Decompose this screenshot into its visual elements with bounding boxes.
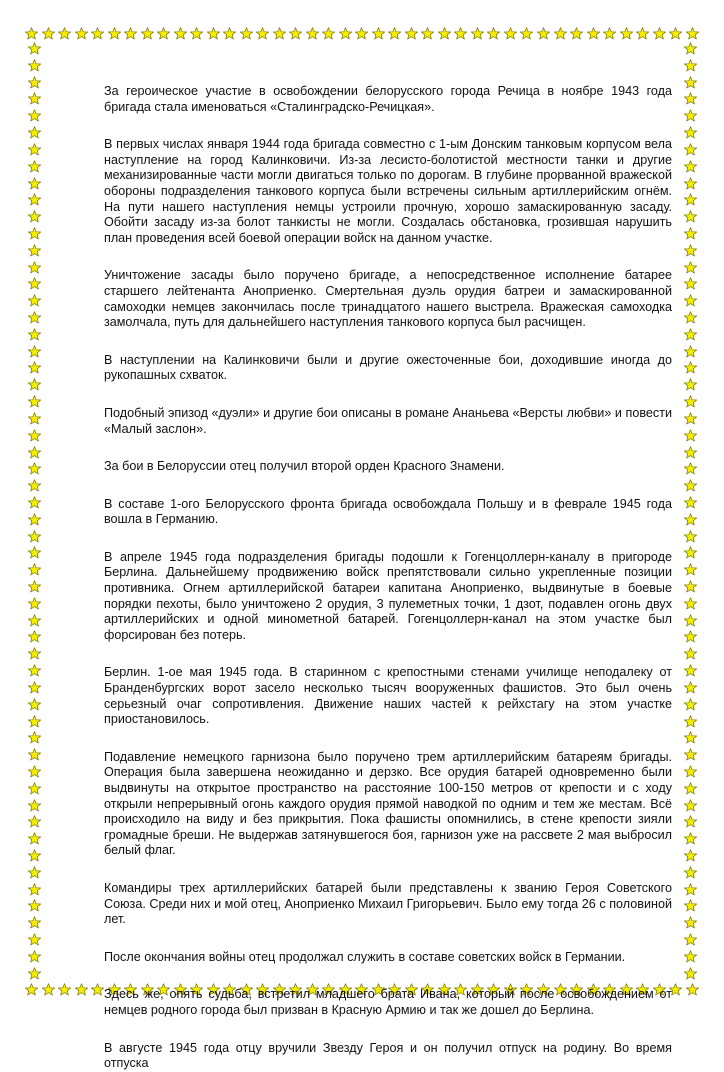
star-icon xyxy=(684,378,697,391)
star-icon xyxy=(28,715,41,728)
star-icon xyxy=(684,261,697,274)
star-border-right xyxy=(681,42,699,980)
star-icon xyxy=(684,193,697,206)
star-icon xyxy=(684,765,697,778)
star-icon xyxy=(620,27,633,40)
star-icon xyxy=(28,748,41,761)
star-icon xyxy=(124,27,137,40)
star-icon xyxy=(322,27,335,40)
star-icon xyxy=(28,681,41,694)
star-icon xyxy=(28,916,41,929)
star-icon xyxy=(28,530,41,543)
star-icon xyxy=(684,883,697,896)
star-icon xyxy=(28,597,41,610)
star-icon xyxy=(684,244,697,257)
star-icon xyxy=(684,210,697,223)
paragraph: Берлин. 1-ое мая 1945 года. В старинном с крепостными стенами училище неподалеку от Бранденбургских ворот засело несколько тысяч вооруженных фашистов. Это был очень серьезный очаг сопротивления. Движение наших частей к рейхстагу на этом участке приостановилось. xyxy=(104,665,672,727)
paragraph: В августе 1945 года отцу вручили Звезду Героя и он получил отпуск на родину. Во время отпуска xyxy=(104,1040,672,1071)
star-icon xyxy=(636,27,649,40)
star-icon xyxy=(28,446,41,459)
star-icon xyxy=(174,27,187,40)
paragraph: В составе 1-ого Белорусского фронта бригада освобождала Польшу и в феврале 1945 года вошла в Германию. xyxy=(104,496,672,527)
star-icon xyxy=(684,916,697,929)
star-icon xyxy=(28,866,41,879)
star-icon xyxy=(684,92,697,105)
star-icon xyxy=(28,311,41,324)
star-icon xyxy=(537,27,550,40)
star-icon xyxy=(28,429,41,442)
star-icon xyxy=(42,983,55,996)
star-icon xyxy=(75,27,88,40)
star-icon xyxy=(28,849,41,862)
star-icon xyxy=(684,614,697,627)
star-icon xyxy=(28,462,41,475)
star-icon xyxy=(684,815,697,828)
star-icon xyxy=(504,27,517,40)
star-icon xyxy=(28,294,41,307)
star-icon xyxy=(684,42,697,55)
star-icon xyxy=(684,345,697,358)
star-icon xyxy=(684,748,697,761)
star-icon xyxy=(28,563,41,576)
star-icon xyxy=(28,210,41,223)
paragraph: В первых числах января 1944 года бригада совместно с 1-ым Донским танковым корпусом вела наступление на город Калинковичи. Из-за лесисто-болотистой местности танки и другие механизированные части могли двигаться только по дорогам. В глубине прорванной вражеской обороны подразделения танкового корпуса были встречены сильным артиллерийским огнём. На пути нашего наступления немцы устроили прочную, хорошо замаскированную засаду. Обойти засаду из-за болот танкисты не могли. Создалась обстановка, грозившая нарушить план проведения всей боевой операции войск на данном участке. xyxy=(104,137,672,245)
star-icon xyxy=(372,27,385,40)
star-icon xyxy=(28,143,41,156)
star-icon xyxy=(355,27,368,40)
star-icon xyxy=(684,227,697,240)
star-icon xyxy=(42,27,55,40)
star-icon xyxy=(471,27,484,40)
star-icon xyxy=(684,799,697,812)
star-icon xyxy=(28,899,41,912)
document-body xyxy=(104,84,672,1072)
star-icon xyxy=(28,42,41,55)
star-icon xyxy=(570,27,583,40)
star-icon xyxy=(28,345,41,358)
star-icon xyxy=(669,27,682,40)
star-icon xyxy=(141,27,154,40)
paragraph: За героическое участие в освобождении белорусского города Речица в ноябре 1943 года бригада стала именоваться «Сталинградско-Речицкая». xyxy=(104,84,672,114)
star-icon xyxy=(28,479,41,492)
star-icon xyxy=(91,27,104,40)
star-icon xyxy=(28,513,41,526)
star-icon xyxy=(91,983,104,996)
star-icon xyxy=(28,244,41,257)
paragraph: Подобный эпизод «дуэли» и другие бои описаны в романе Ананьева «Версты любви» и повести «Малый заслон». xyxy=(104,405,672,436)
star-icon xyxy=(28,261,41,274)
star-icon xyxy=(339,27,352,40)
star-icon xyxy=(684,715,697,728)
star-icon xyxy=(684,462,697,475)
star-icon xyxy=(58,983,71,996)
star-icon xyxy=(587,27,600,40)
star-icon xyxy=(108,27,121,40)
star-icon xyxy=(684,899,697,912)
star-icon xyxy=(28,227,41,240)
star-icon xyxy=(240,27,253,40)
star-icon xyxy=(289,27,302,40)
star-icon xyxy=(28,277,41,290)
star-icon xyxy=(190,27,203,40)
star-icon xyxy=(684,832,697,845)
star-icon xyxy=(28,832,41,845)
star-icon xyxy=(684,311,697,324)
star-icon xyxy=(684,866,697,879)
star-icon xyxy=(684,109,697,122)
star-icon xyxy=(28,109,41,122)
star-icon xyxy=(684,731,697,744)
star-icon xyxy=(684,126,697,139)
star-icon xyxy=(684,513,697,526)
star-icon xyxy=(28,647,41,660)
paragraph: Командиры трех артиллерийских батарей были представлены к званию Героя Советского Союза. Среди них и мой отец, Аноприенко Михаил Григорьевич. Было ему тогда 26 с половиной лет. xyxy=(104,880,672,927)
star-icon xyxy=(28,765,41,778)
star-icon xyxy=(28,933,41,946)
star-icon xyxy=(686,27,699,40)
star-icon xyxy=(421,27,434,40)
star-icon xyxy=(28,412,41,425)
star-icon xyxy=(58,27,71,40)
paragraph: Уничтожение засады было поручено бригаде, а непосредственное исполнение батарее старшего лейтенанта Аноприенко. Смертельная дуэль орудия батреи и замаскированной самоходки немцев закончилась после тринадцатого нашего выстрела. Вражеская самоходка замолчала, путь для дальнейшего наступления танкового корпуса был расчищен. xyxy=(104,268,672,330)
star-border-left xyxy=(25,42,43,980)
star-icon xyxy=(28,76,41,89)
star-icon xyxy=(684,698,697,711)
star-icon xyxy=(684,496,697,509)
star-icon xyxy=(684,446,697,459)
star-icon xyxy=(684,950,697,963)
paragraph: За бои в Белоруссии отец получил второй орден Красного Знамени. xyxy=(104,459,505,474)
star-icon xyxy=(28,59,41,72)
star-icon xyxy=(28,395,41,408)
star-icon xyxy=(438,27,451,40)
star-icon xyxy=(28,950,41,963)
star-icon xyxy=(684,630,697,643)
star-icon xyxy=(684,849,697,862)
star-border-top xyxy=(25,24,699,42)
star-icon xyxy=(684,647,697,660)
star-icon xyxy=(684,395,697,408)
star-icon xyxy=(684,177,697,190)
star-icon xyxy=(28,361,41,374)
paragraph: После окончания войны отец продолжал служить в составе советских войск в Германии. xyxy=(104,949,626,964)
star-icon xyxy=(388,27,401,40)
star-icon xyxy=(28,630,41,643)
star-icon xyxy=(684,967,697,980)
star-icon xyxy=(686,983,699,996)
star-icon xyxy=(603,27,616,40)
star-icon xyxy=(684,277,697,290)
star-icon xyxy=(256,27,269,40)
star-icon xyxy=(684,328,697,341)
paragraph: Здесь же, опять судьба, встретил младшего брата Ивана, который после освобождением от немцев родного города был призван в Красную Армию и так же дошел до Берлина. xyxy=(104,987,672,1017)
star-icon xyxy=(684,782,697,795)
star-icon xyxy=(28,193,41,206)
star-icon xyxy=(28,160,41,173)
star-icon xyxy=(653,27,666,40)
star-icon xyxy=(684,933,697,946)
star-icon xyxy=(28,496,41,509)
star-icon xyxy=(28,546,41,559)
star-icon xyxy=(28,177,41,190)
star-icon xyxy=(454,27,467,40)
star-icon xyxy=(28,614,41,627)
star-icon xyxy=(487,27,500,40)
star-icon xyxy=(684,563,697,576)
star-icon xyxy=(28,731,41,744)
star-icon xyxy=(684,664,697,677)
star-icon xyxy=(28,782,41,795)
star-icon xyxy=(306,27,319,40)
star-icon xyxy=(28,328,41,341)
star-icon xyxy=(684,76,697,89)
star-icon xyxy=(223,27,236,40)
star-icon xyxy=(157,27,170,40)
paragraph: В апреле 1945 года подразделения бригады подошли к Гогенцоллерн-каналу в пригороде Берлина. Дальнейшему продвижению войск препятствовали сильно укрепленные позиции противника. Огнем артиллерийской батареи капитана Аноприенко, выдвинутые в боевые порядки пехоты, было уничтожено 2 орудия, 3 пулеметных точки, 1 дзот, подавлен огонь двух артиллерийских и одной минометной батарей. Гогенцоллерн-канал на этом участке был форсирован без потерь. xyxy=(104,549,672,642)
star-icon xyxy=(28,92,41,105)
paragraph: Подавление немецкого гарнизона было поручено трем артиллерийским батареям бригады. Операция была завершена неожиданно и дерзко. Все орудия батарей одновременно были выдвинуты на открытое пространство на расстояние 100-150 метров от крепости и с ходу открыли непрерывный огонь каждого орудия прямой наводкой по одним и тем же местам. Всё происходило на виду и без прикрытия. Пока фашисты опомнились, в стене крепости зияли громадные бреши. Не выдержав затянувшегося боя, гарнизон уже на рассвете 2 мая выбросил белый флаг. xyxy=(104,749,672,858)
star-icon xyxy=(28,967,41,980)
star-icon xyxy=(684,361,697,374)
star-icon xyxy=(684,160,697,173)
star-icon xyxy=(25,27,38,40)
star-icon xyxy=(684,597,697,610)
star-icon xyxy=(554,27,567,40)
star-icon xyxy=(273,27,286,40)
star-icon xyxy=(28,799,41,812)
star-icon xyxy=(684,580,697,593)
star-icon xyxy=(684,412,697,425)
star-icon xyxy=(684,479,697,492)
star-icon xyxy=(28,664,41,677)
star-icon xyxy=(28,580,41,593)
star-icon xyxy=(25,983,38,996)
star-icon xyxy=(28,883,41,896)
star-icon xyxy=(405,27,418,40)
star-icon xyxy=(75,983,88,996)
star-icon xyxy=(684,429,697,442)
star-icon xyxy=(28,698,41,711)
star-icon xyxy=(207,27,220,40)
star-icon xyxy=(520,27,533,40)
star-icon xyxy=(684,59,697,72)
star-icon xyxy=(684,681,697,694)
star-icon xyxy=(28,126,41,139)
star-icon xyxy=(684,294,697,307)
star-icon xyxy=(684,530,697,543)
star-icon xyxy=(28,815,41,828)
star-icon xyxy=(684,143,697,156)
star-icon xyxy=(28,378,41,391)
star-icon xyxy=(684,546,697,559)
paragraph: В наступлении на Калинковичи были и другие ожесточенные бои, доходившие иногда до рукопашных схваток. xyxy=(104,352,672,383)
